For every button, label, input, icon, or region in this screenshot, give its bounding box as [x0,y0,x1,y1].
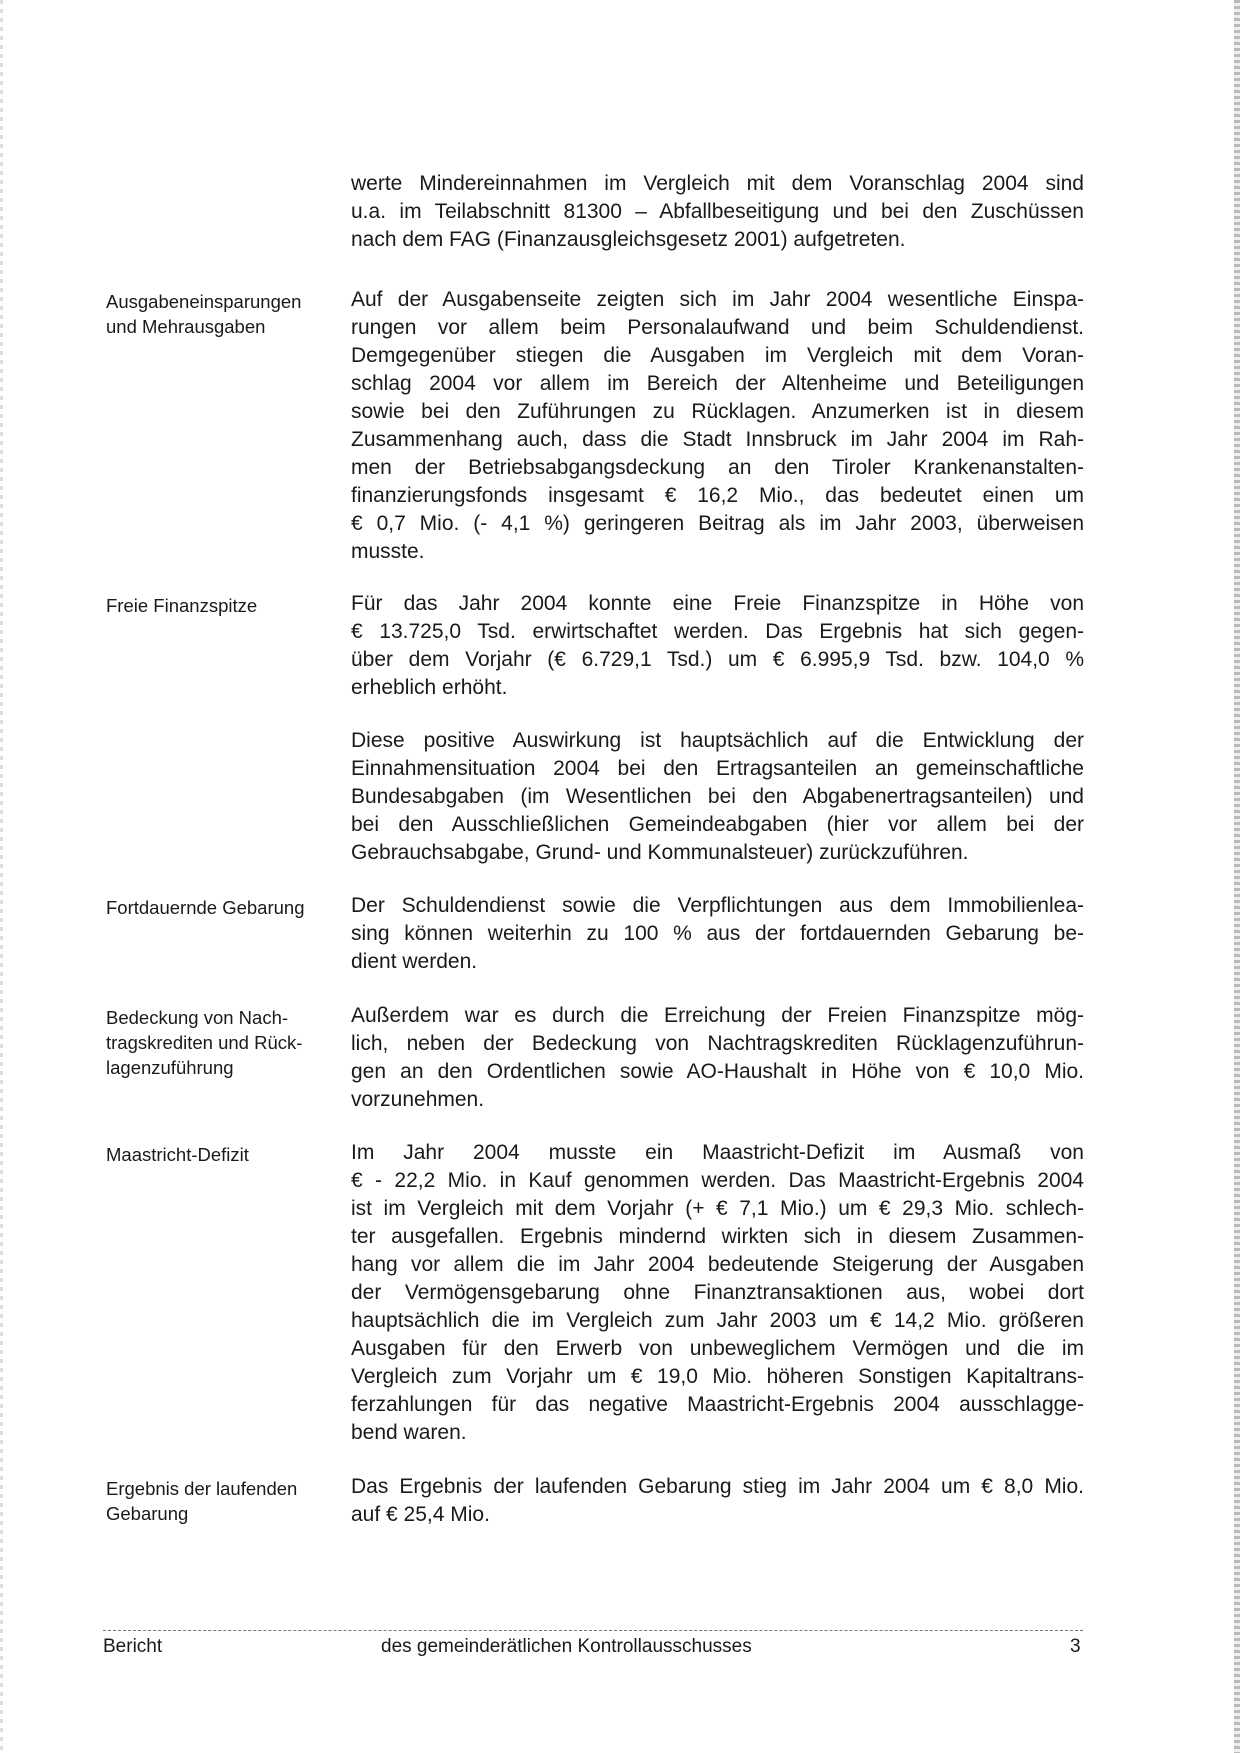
paragraph-line: ist im Vergleich mit dem Vorjahr (+ € 7,1 Mio.) um € 29,3 Mio. schlech- [351,1197,1084,1220]
paragraph [351,1473,1084,1529]
paragraph-line: Ausgaben für den Erwerb von unbeweglichem Vermögen und die im [351,1337,1084,1360]
margin-heading-line: Maastricht-Defizit [106,1144,249,1165]
paragraph-line: Einnahmensituation 2004 bei den Ertragsanteilen an gemeinschaftliche [351,757,1084,780]
paragraph-line: schlag 2004 vor allem im Bereich der Altenheime und Beteiligungen [351,372,1084,395]
paragraph-line: Bundesabgaben (im Wesentlichen bei den Abgabenertragsanteilen) und [351,785,1084,808]
margin-heading-line: Ergebnis der laufenden [106,1478,298,1499]
paragraph [351,170,1084,254]
margin-heading-line: Freie Finanzspitze [106,595,258,616]
paragraph-line: gen an den Ordentlichen sowie AO-Haushalt in Höhe von € 10,0 Mio. [351,1060,1084,1083]
paragraph-line: Vergleich zum Vorjahr um € 19,0 Mio. höheren Sonstigen Kapitaltrans- [351,1365,1084,1388]
paragraph-line: Der Schuldendienst sowie die Verpflichtungen aus dem Immobilienlea- [351,894,1084,917]
page-number: 3 [1070,1636,1081,1657]
margin-heading [106,289,336,339]
margin-heading [106,593,336,618]
paragraph-line: hauptsächlich die im Vergleich zum Jahr 2003 um € 14,2 Mio. größeren [351,1309,1084,1332]
paragraph [351,727,1084,867]
paragraph-line: musste. [351,540,425,563]
paragraph [351,286,1084,566]
margin-heading [106,895,336,920]
paragraph-line: Gebrauchsabgabe, Grund- und Kommunalsteuer) zurückzuführen. [351,841,969,864]
paragraph-line: Das Ergebnis der laufenden Gebarung stieg im Jahr 2004 um € 8,0 Mio. [351,1475,1084,1498]
paragraph-line: € 0,7 Mio. (- 4,1 %) geringeren Beitrag als im Jahr 2003, überweisen [351,512,1084,535]
scan-edge-right [1234,0,1240,1753]
paragraph-line: bei den Ausschließlichen Gemeindeabgaben (hier vor allem bei der [351,813,1084,836]
paragraph-line: Im Jahr 2004 musste ein Maastricht-Defizit im Ausmaß von [351,1141,1084,1164]
paragraph [351,892,1084,976]
paragraph [351,1139,1084,1447]
paragraph-line: hang vor allem die im Jahr 2004 bedeutende Steigerung der Ausgaben [351,1253,1084,1276]
paragraph-line: ferzahlungen für das negative Maastricht-Ergebnis 2004 ausschlagge- [351,1393,1084,1416]
paragraph-line: sing können weiterhin zu 100 % aus der fortdauernden Gebarung be- [351,922,1084,945]
paragraph-line: Demgegenüber stiegen die Ausgaben im Vergleich mit dem Voran- [351,344,1084,367]
scan-edge-left [0,0,3,1753]
paragraph [351,1002,1084,1114]
paragraph-line: Für das Jahr 2004 konnte eine Freie Finanzspitze in Höhe von [351,592,1084,615]
paragraph-line: erheblich erhöht. [351,676,508,699]
paragraph-line: men der Betriebsabgangsdeckung an den Tiroler Krankenanstalten- [351,456,1084,479]
paragraph-line: dient werden. [351,950,478,973]
paragraph-line: lich, neben der Bedeckung von Nachtragskrediten Rücklagenzuführun- [351,1032,1084,1055]
margin-heading-line: lagenzuführung [106,1057,234,1078]
margin-heading [106,1476,336,1526]
paragraph-line: über dem Vorjahr (€ 6.729,1 Tsd.) um € 6.995,9 Tsd. bzw. 104,0 % [351,648,1084,671]
margin-heading-line: tragskrediten und Rück- [106,1032,303,1053]
margin-heading-line: Ausgabeneinsparungen [106,291,302,312]
margin-heading [106,1142,336,1167]
paragraph-line: € 13.725,0 Tsd. erwirtschaftet werden. Das Ergebnis hat sich gegen- [351,620,1084,643]
paragraph-line: Auf der Ausgabenseite zeigten sich im Jahr 2004 wesentliche Einspa- [351,288,1084,311]
paragraph [351,590,1084,702]
paragraph-line: € - 22,2 Mio. in Kauf genommen werden. Das Maastricht-Ergebnis 2004 [351,1169,1084,1192]
paragraph-line: sowie bei den Zuführungen zu Rücklagen. Anzumerken ist in diesem [351,400,1084,423]
paragraph-line: finanzierungsfonds insgesamt € 16,2 Mio., das bedeutet einen um [351,484,1084,507]
paragraph-line: bend waren. [351,1421,467,1444]
paragraph-line: u.a. im Teilabschnitt 81300 – Abfallbeseitigung und bei den Zuschüssen [351,200,1084,223]
paragraph-line: der Vermögensgebarung ohne Finanztransaktionen aus, wobei dort [351,1281,1084,1304]
paragraph-line: werte Mindereinnahmen im Vergleich mit dem Voranschlag 2004 sind [351,172,1084,195]
margin-heading-line: Bedeckung von Nach- [106,1007,289,1028]
paragraph-line: Außerdem war es durch die Erreichung der Freien Finanzspitze mög- [351,1004,1084,1027]
footer-divider [103,1630,1083,1631]
paragraph-line: ter ausgefallen. Ergebnis mindernd wirkten sich in diesem Zusammen- [351,1225,1084,1248]
paragraph-line: Zusammenhang auch, dass die Stadt Innsbruck im Jahr 2004 im Rah- [351,428,1084,451]
paragraph-line: Diese positive Auswirkung ist hauptsächlich auf die Entwicklung der [351,729,1084,752]
paragraph-line: nach dem FAG (Finanzausgleichsgesetz 2001) aufgetreten. [351,228,906,251]
footer-title: des gemeinderätlichen Kontrollausschusses [381,1636,752,1657]
paragraph-line: auf € 25,4 Mio. [351,1503,490,1526]
margin-heading-line: Gebarung [106,1503,189,1524]
paragraph-line: vorzunehmen. [351,1088,485,1111]
margin-heading [106,1005,336,1080]
margin-heading-line: und Mehrausgaben [106,316,266,337]
footer-left: Bericht [103,1636,163,1657]
paragraph-line: rungen vor allem beim Personalaufwand und beim Schuldendienst. [351,316,1084,339]
margin-heading-line: Fortdauernde Gebarung [106,897,305,918]
